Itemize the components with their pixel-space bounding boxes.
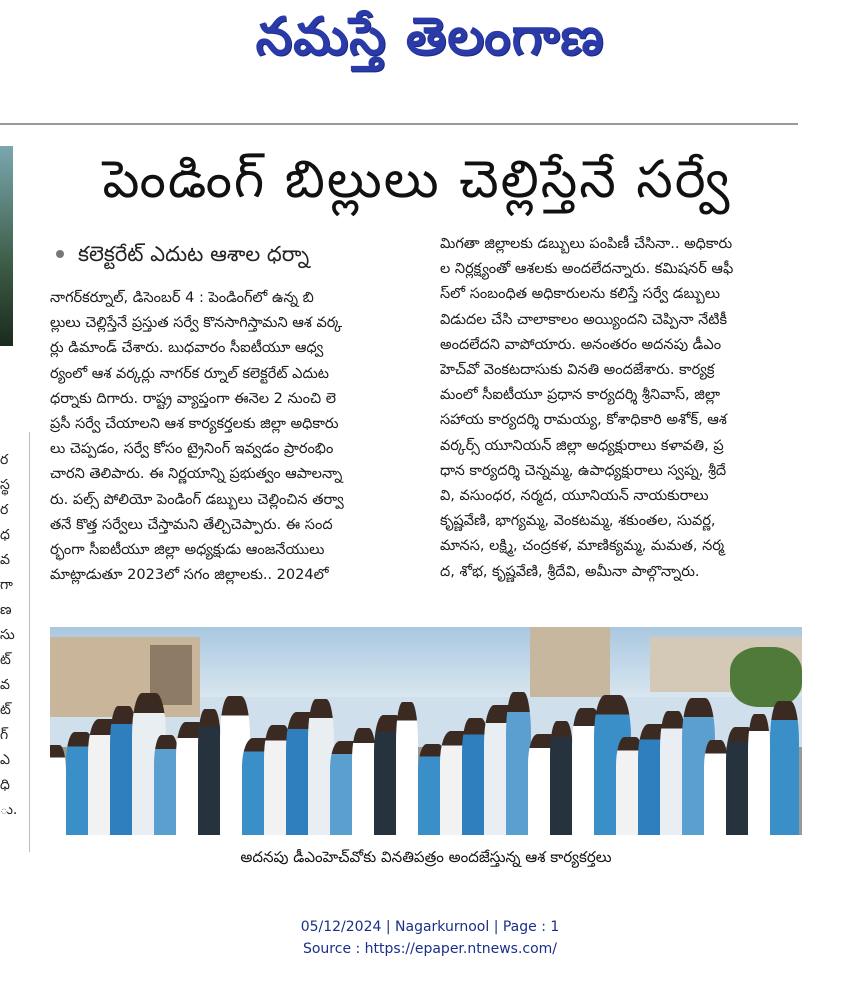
article-line: వర్కర్స్ యూనియన్ జిల్లా అధ్యక్షురాలు కళావతి, ప్ర — [440, 437, 724, 454]
footer-date-edition: 05/12/2024 | Nagarkurnool | Page : 1 — [300, 919, 560, 935]
photo-person — [770, 701, 799, 835]
article-line: ర్లు డిమాండ్ చేశారు. బుధవారం సీఐటీయూ ఆధ్వ — [50, 340, 324, 357]
article-line: చారని తెలిపారు. ఈ నిర్ణయాన్ని ప్రభుత్వం ఆపాలన్నా — [50, 466, 343, 483]
article-photo — [50, 627, 802, 835]
article-subheadline — [48, 234, 438, 274]
photo-caption: అదనపు డీఎంహెచ్‌వోకు వినతిపత్రం అందజేస్తున్న ఆశ కార్యకర్తలు — [240, 848, 612, 866]
article-line: ధాన కార్యదర్శి చెన్నమ్మ, ఉపాధ్యక్షురాలు స్వప్న, శ్రీదే — [440, 462, 727, 479]
article-line: ధర్నాకు దిగారు. రాష్ట్ర వ్యాప్తంగా ఈనెల 2 నుంచి లె — [50, 390, 337, 407]
article-line: మిగతా జిల్లాలకు డబ్బులు పంపిణీ చేసినా.. అధికారు — [440, 236, 733, 252]
article-line: లు చెప్పడం, సర్వే కోసం ట్రైనింగ్ ఇవ్వడం ప్రారంభిం — [50, 441, 334, 458]
newspaper-logo: నమస్తే తెలంగాణ — [255, 7, 605, 67]
article-line: హెచ్‌వో వెంకటదాసుకు వినతి అందజేశారు. కార్యక్ర — [440, 362, 715, 379]
article-line: ద, శోభ, కృష్ణవేణి, శ్రీదేవి, అమీనా పాల్గొన్నారు. — [440, 563, 700, 580]
photo-crowd — [50, 682, 802, 835]
photo-person — [748, 714, 770, 835]
left-column-fragment: సు — [0, 627, 15, 643]
article-column-2 — [440, 232, 802, 616]
left-column-fragment: ర — [0, 452, 9, 468]
article-line: వి, వసుంధర, నర్మద, యూనియన్ నాయకురాలు — [440, 488, 709, 505]
left-column-fragments — [0, 448, 16, 823]
article-line: సహాయ కార్యదర్శి రామయ్య, కోశాధికారి అశోక్, ఆశ — [440, 412, 727, 429]
article-line: ప్రసీ సర్వే చేయాలని ఆశ కార్యకర్తలకు జిల్లా అధికారు — [50, 416, 339, 433]
article-line: ర్యంలో ఆశ వర్కర్లు నాగర్‌క ర్నూల్ కలెక్టరేట్ ఎదుట — [50, 365, 329, 382]
article-line: విడుదల చేసి చాలాకాలం అయ్యిందని చెప్పినా నేటికీ — [440, 311, 728, 328]
left-adjacent-photo — [0, 146, 13, 346]
left-column-fragment: వ — [0, 552, 10, 568]
article-line: ల నిర్లక్ష్యంతో ఆశలకు అందలేదన్నారు. కమిషనర్ ఆఫీ — [440, 261, 734, 278]
article-line: మాట్లాడుతూ 2023లో సగం జిల్లాలకు.. 2024లో — [50, 567, 329, 584]
bullet-icon — [56, 250, 64, 258]
left-column-fragment: ణ — [0, 602, 12, 618]
left-column-divider — [29, 432, 30, 852]
article-line: మంలో సీఐటీయూ ప్రధాన కార్యదర్శి శ్రీనివాస్, జిల్లా — [440, 387, 721, 404]
masthead — [0, 0, 860, 84]
left-column-fragment: ట్ — [0, 652, 11, 668]
article-headline: పెండింగ్ బిల్లులు చెల్లిస్తేనే సర్వే — [102, 150, 732, 210]
footer-source: Source : https://epaper.ntnews.com/ — [302, 941, 558, 957]
photo-person — [704, 740, 728, 835]
photo-person — [550, 721, 573, 835]
left-column-fragment: ు. — [0, 802, 18, 818]
left-column-fragment: ట్ — [0, 702, 11, 718]
article-line: నాగర్‌కర్నూల్, డిసెంబర్ 4 : పెండింగ్‌లో ఉన్న బి — [50, 290, 314, 306]
article-line: స్‌లో సంబంధిత అధికారులను కలిస్తే సర్వే డబ్బులు — [440, 286, 721, 303]
left-column-fragment: ఎ — [0, 752, 10, 768]
article-line: తనే కొత్త సర్వేలు చేస్తామని తేల్చిచెప్పారు. ఈ సంద — [50, 516, 333, 533]
left-column-fragment: ధి — [0, 777, 10, 793]
subheadline-text: కలెక్టరేట్ ఎదుట ఆశాల ధర్నా — [78, 242, 310, 266]
cut-off-ticker-line — [0, 88, 800, 110]
left-column-fragment: ర — [0, 502, 9, 518]
article-column-1 — [50, 286, 428, 616]
article-line: కృష్ణవేణి, భాగ్యమ్మ, వెంకటమ్మ, శకుంతల, సువర్ణ, — [440, 513, 716, 530]
article-line: ర్భంగా సీఐటీయూ జిల్లా అధ్యక్షుడు ఆంజనేయులు — [50, 542, 325, 559]
page-footer — [0, 916, 860, 960]
photo-person — [352, 728, 376, 835]
left-column-fragment: వ — [0, 677, 10, 693]
article-line: అందలేదని వాపోయారు. అనంతరం అదనపు డీఎం — [440, 336, 722, 353]
left-column-fragment: స్థ — [0, 477, 10, 493]
photo-person — [50, 745, 66, 835]
left-column-fragment: గ్ — [0, 727, 9, 743]
left-column-fragment: గా — [0, 577, 13, 593]
article-line: మానస, లక్ష్మి, చంద్రకళ, మాణిక్యమ్మ, మమత, నర్మ — [440, 538, 725, 555]
photo-person — [198, 709, 221, 835]
article-line: ల్లులు చెల్లిస్తేనే ప్రస్తుత సర్వే కొనసాగిస్తామని ఆశ వర్క — [50, 315, 343, 332]
header-divider — [0, 123, 798, 125]
photo-person — [396, 702, 418, 835]
left-column-fragment: ధ — [0, 527, 10, 543]
article-line: రు. పల్స్ పోలియో పెండింగ్ డబ్బులు చెల్లించిన తర్వా — [50, 491, 344, 508]
